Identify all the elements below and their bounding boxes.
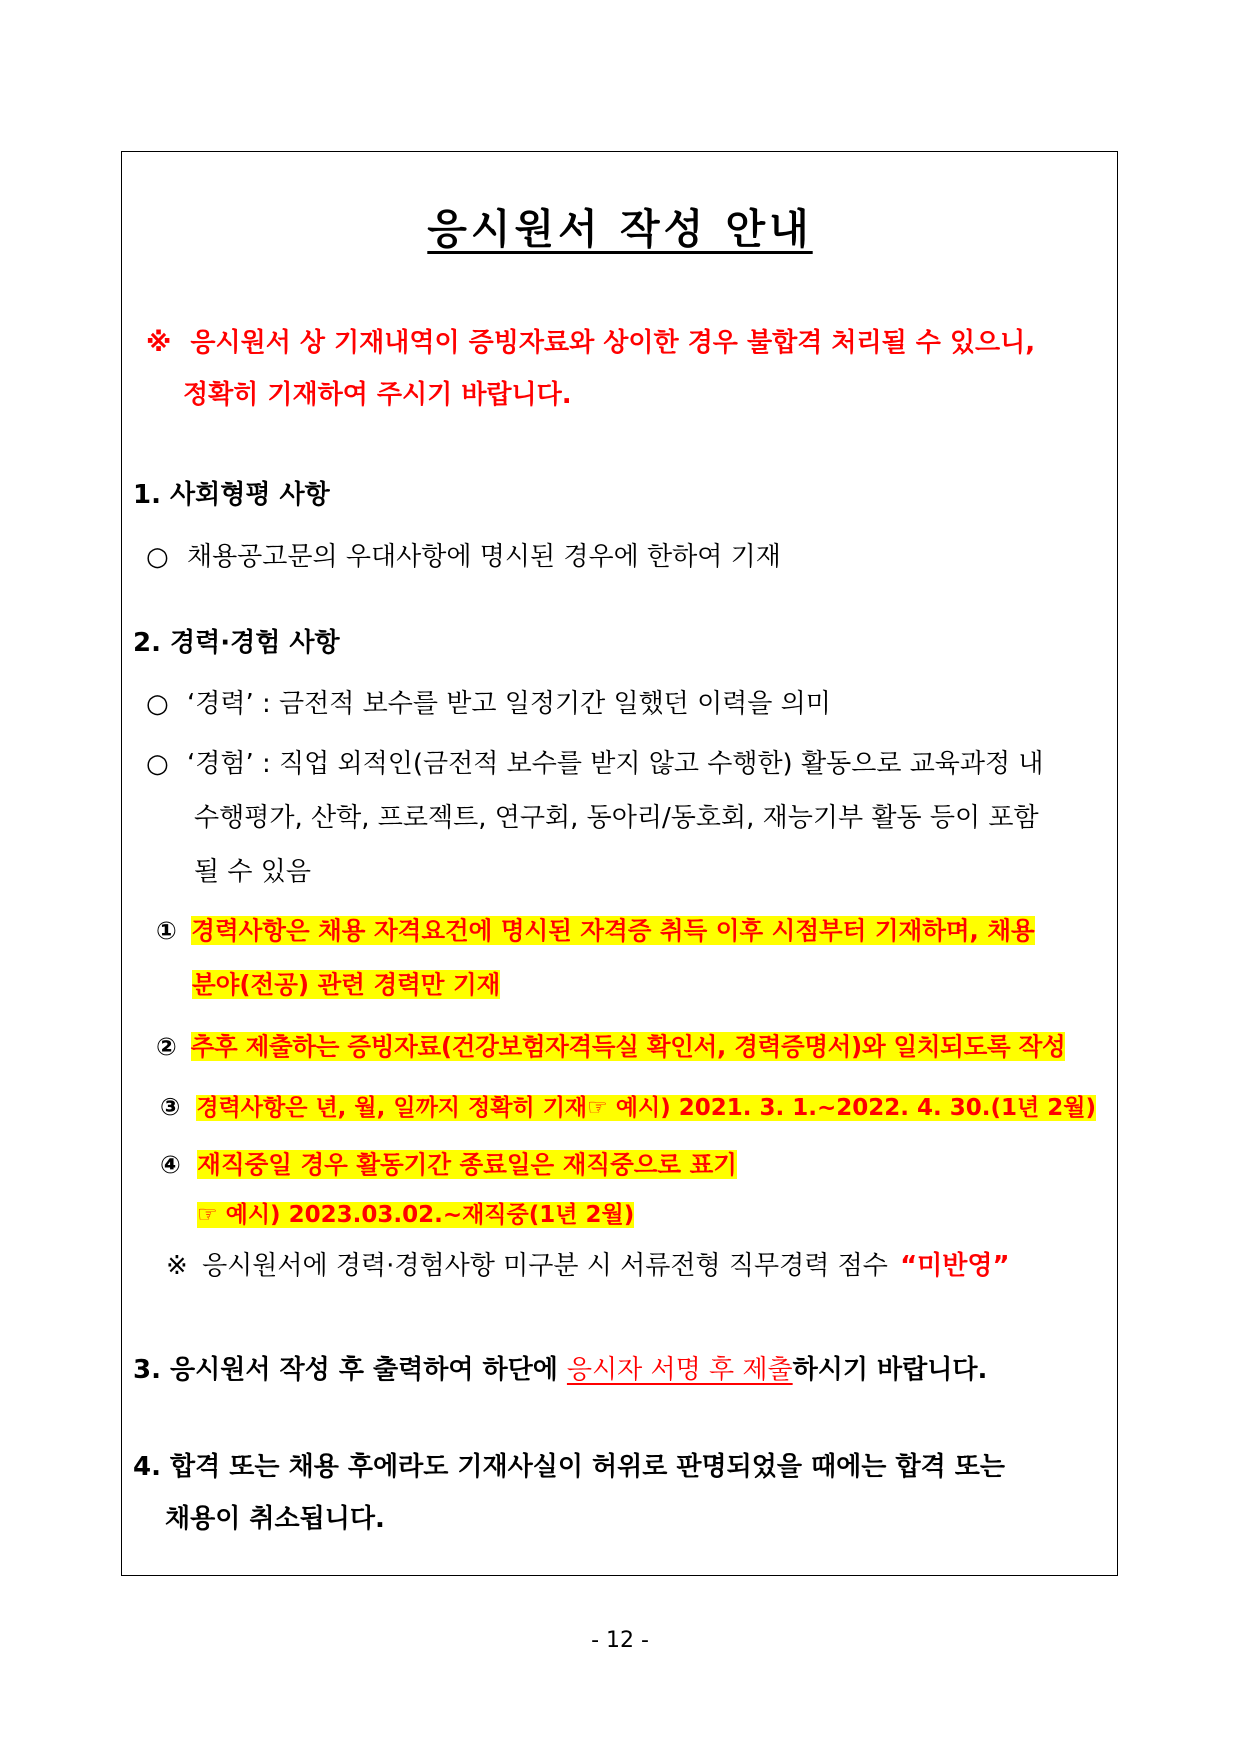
point-3-line-1 bbox=[160, 1089, 1096, 1122]
point-3-text: 경력사항은 년, 월, 일까지 정확히 기재☞ 예시) 2021. 3. 1.~2022. 4. 30.(1년 2월) bbox=[196, 1095, 1096, 1121]
point-4-number: ④ bbox=[160, 1150, 181, 1179]
point-2-text: 추후 제출하는 증빙자료(건강보험자격득실 확인서, 경력증명서)와 일치되도록 작성 bbox=[190, 1032, 1066, 1061]
experience-definition-line-3: 될 수 있음 bbox=[194, 857, 311, 887]
point-2-number: ② bbox=[156, 1032, 177, 1061]
notice-line-1 bbox=[146, 322, 1112, 359]
section-1-item bbox=[146, 536, 781, 573]
career-definition bbox=[146, 683, 831, 720]
point-1-text-2: 분야(전공) 관련 경력만 기재 bbox=[192, 970, 501, 999]
experience-definition-line-1 bbox=[146, 743, 1044, 780]
point-4-text-1: 재직중일 경우 활동기간 종료일은 재직중으로 표기 bbox=[197, 1150, 737, 1179]
point-3-number: ③ bbox=[160, 1093, 181, 1121]
notice-mark: ※ bbox=[146, 328, 172, 358]
bullet-circle: ○ bbox=[146, 689, 169, 719]
point-4-line-2 bbox=[197, 1196, 634, 1229]
page-title-text: 응시원서 작성 안내 bbox=[427, 205, 813, 253]
career-definition-text: ‘경력’ : 금전적 보수를 받고 일정기간 일했던 이력을 의미 bbox=[186, 689, 831, 719]
point-1-line-1 bbox=[156, 912, 1035, 947]
note-emphasis: “미반영” bbox=[900, 1251, 1010, 1281]
note-mark: ※ bbox=[166, 1251, 188, 1281]
experience-definition-text-1: ‘경험’ : 직업 외적인(금전적 보수를 받지 않고 수행한) 활동으로 교육과정 내 bbox=[186, 749, 1044, 779]
experience-definition-line-2: 수행평가, 산학, 프로젝트, 연구회, 동아리/동호회, 재능기부 활동 등이 포함 bbox=[194, 803, 1039, 833]
section-1-heading: 1. 사회형평 사항 bbox=[133, 480, 330, 510]
section-3 bbox=[133, 1349, 987, 1386]
section-4-line-1: 4. 합격 또는 채용 후에라도 기재사실이 허위로 판명되었을 때에는 합격 또는 bbox=[133, 1452, 1005, 1482]
point-1-line-2 bbox=[192, 966, 500, 1001]
page-number: - 12 - bbox=[591, 1628, 649, 1653]
notice-text-1: 응시원서 상 기재내역이 증빙자료와 상이한 경우 불합격 처리될 수 있으니, bbox=[190, 328, 1036, 358]
section-2-heading: 2. 경력·경험 사항 bbox=[133, 628, 340, 658]
section-4-line-2: 채용이 취소됩니다. bbox=[165, 1504, 385, 1534]
notice-line-2: 정확히 기재하여 주시기 바랍니다. bbox=[183, 380, 572, 410]
point-1-number: ① bbox=[156, 916, 177, 945]
note-text: 응시원서에 경력·경험사항 미구분 시 서류전형 직무경력 점수 bbox=[202, 1251, 888, 1281]
bullet-circle: ○ bbox=[146, 542, 169, 572]
point-4-example: ☞ 예시) 2023.03.02.~재직중(1년 2월) bbox=[197, 1202, 635, 1228]
section-3-emphasis: 응시자 서명 후 제출 bbox=[566, 1355, 793, 1385]
section-2-note bbox=[166, 1245, 1010, 1282]
bullet-circle: ○ bbox=[146, 749, 169, 779]
page-title bbox=[0, 196, 1240, 255]
section-1-item-text: 채용공고문의 우대사항에 명시된 경우에 한하여 기재 bbox=[186, 542, 781, 572]
point-1-text-1: 경력사항은 채용 자격요건에 명시된 자격증 취득 이후 시점부터 기재하며, 채용 bbox=[191, 916, 1035, 945]
point-4-line-1 bbox=[160, 1146, 737, 1181]
section-3-prefix: 3. 응시원서 작성 후 출력하여 하단에 bbox=[133, 1355, 558, 1385]
point-2-line-1 bbox=[156, 1028, 1065, 1063]
section-3-suffix: 하시기 바랍니다. bbox=[792, 1355, 988, 1385]
